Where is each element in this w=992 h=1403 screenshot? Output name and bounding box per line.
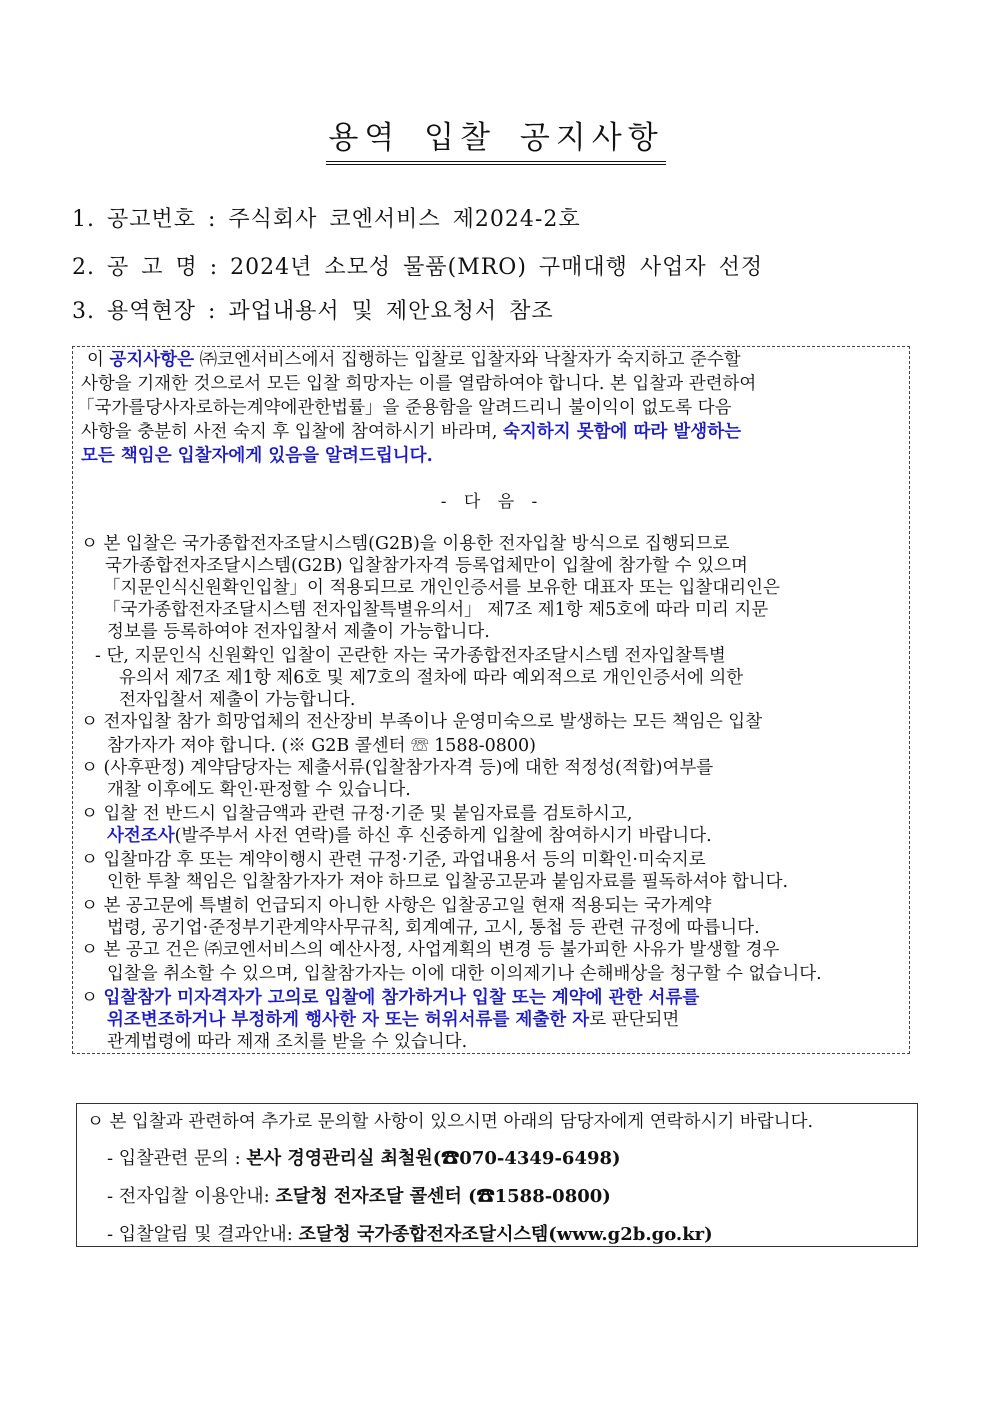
item-line: 국가종합전자조달시스템(G2B) 입찰참가자격 등록업체만이 입찰에 참가할 수 있으며	[105, 556, 748, 576]
item-line: 인한 투찰 책임은 입찰참가자가 져야 하므로 입찰공고문과 붙임자료를 필독하셔야 합니다.	[107, 872, 789, 892]
text: ㅇ	[81, 988, 104, 1008]
item-line: 정보를 등록하여야 전자입찰서 제출이 가능합니다.	[107, 622, 490, 642]
contact-value: 조달청 국가종합전자조달시스템(www.g2b.go.kr)	[298, 1224, 713, 1245]
item-line	[107, 1009, 679, 1031]
header-item-name	[72, 250, 763, 281]
text: 사항을 충분히 사전 숙지 후 입찰에 참여하시기 바라며,	[81, 422, 503, 442]
header-label: 3. 용역현장 :	[72, 299, 217, 324]
item-line: ㅇ (사후판정) 계약담당자는 제출서류(입찰참가자격 등)에 대한 적정성(적합)여부를	[81, 758, 714, 778]
contact-label: - 입찰알림 및 결과안내:	[107, 1224, 299, 1245]
page-title: 용역 입찰 공지사항	[326, 112, 665, 165]
emphasis-text: 입찰참가 미자격자가 고의로 입찰에 참가하거나 입찰 또는 계약에 관한 서류를	[103, 988, 700, 1008]
item-line: 「국가종합전자조달시스템 전자입찰특별유의서」 제7조 제1항 제5호에 따라 미리 지문	[103, 600, 769, 620]
header-value: 주식회사 코엔서비스 제2024-2호	[228, 207, 581, 232]
contact-label: - 전자입찰 이용안내:	[107, 1186, 276, 1207]
text: 이	[87, 350, 110, 370]
notice-line	[81, 421, 741, 443]
emphasis-text: 위조변조하거나 부정하게 행사한 자 또는 허위서류를 제출한 자	[107, 1010, 590, 1030]
item-line: ㅇ 전자입찰 참가 희망업체의 전산장비 부족이나 운영미숙으로 발생하는 모든 책임은 입찰	[81, 712, 763, 732]
item-line: 입찰을 취소할 수 있으며, 입찰참가자는 이에 대한 이의제기나 손해배상을 청구할 수 없습니다.	[107, 964, 822, 984]
header-item-number	[72, 202, 581, 233]
item-line: ㅇ 입찰마감 후 또는 계약이행시 관련 규정·기준, 과업내용서 등의 미확인·미숙지로	[81, 850, 706, 870]
item-line: 유의서 제7조 제1항 제6호 및 제7호의 절차에 따라 예외적으로 개인인증서에 의한	[119, 668, 744, 688]
text: ㈜코엔서비스에서 집행하는 입찰로 입찰자와 낙찰자가 숙지하고 준수할	[194, 350, 741, 370]
header-label: 1. 공고번호 :	[72, 207, 217, 232]
item-line: 참가자가 져야 합니다. (※ G2B 콜센터 ☏ 1588-0800)	[107, 736, 536, 756]
emphasis-text: 공지사항은	[109, 350, 194, 370]
contact-row	[107, 1182, 611, 1208]
item-line: - 단, 지문인식 신원확인 입찰이 곤란한 자는 국가종합전자조달시스템 전자입찰특별	[95, 646, 726, 666]
item-line: 법령, 공기업·준정부기관계약사무규칙, 회계예규, 고시, 통첩 등 관련 규정에 따릅니다.	[107, 918, 760, 938]
item-line: 관계법령에 따라 제재 조치를 받을 수 있습니다.	[107, 1032, 468, 1052]
header-label: 2. 공 고 명 :	[72, 255, 219, 280]
contact-value: 조달청 전자조달 콜센터 (☎1588-0800)	[275, 1186, 611, 1207]
item-line: ㅇ 본 공고 건은 ㈜코엔서비스의 예산사정, 사업계획의 변경 등 불가피한 사유가 발생할 경우	[81, 940, 780, 960]
item-line	[107, 825, 712, 847]
page-title-wrap	[0, 112, 992, 165]
emphasis-text: 숙지하지 못함에 따라 발생하는	[502, 422, 742, 442]
notice-line: 「국가를당사자로하는계약에관한법률」을 준용함을 알려드리니 불이익이 없도록 다음	[77, 398, 732, 418]
header-item-site	[72, 294, 554, 325]
contact-label: - 입찰관련 문의 :	[107, 1148, 247, 1169]
notice-line: 모든 책임은 입찰자에게 있음을 알려드립니다.	[81, 446, 433, 466]
item-line: ㅇ 본 입찰은 국가종합전자조달시스템(G2B)을 이용한 전자입찰 방식으로 집행되므로	[81, 534, 730, 554]
emphasis-text: 사전조사	[107, 826, 175, 846]
notice-box	[72, 346, 910, 1054]
notice-line: 사항을 기재한 것으로서 모든 입찰 희망자는 이를 열람하여야 합니다. 본 입찰과 관련하여	[81, 374, 757, 394]
item-line: 전자입찰서 제출이 가능합니다.	[119, 690, 356, 710]
item-line: 「지문인식신원확인입찰」이 적용되므로 개인인증서를 보유한 대표자 또는 입찰대리인은	[103, 578, 780, 598]
contact-row	[107, 1220, 713, 1246]
item-line: 개찰 이후에도 확인·판정할 수 있습니다.	[107, 780, 411, 800]
header-value: 2024년 소모성 물품(MRO) 구매대행 사업자 선정	[230, 255, 764, 280]
item-line: ㅇ 본 공고문에 특별히 언급되지 아니한 사항은 입찰공고일 현재 적용되는 국가계약	[81, 896, 712, 916]
contact-row	[107, 1144, 621, 1170]
contact-intro: ㅇ 본 입찰과 관련하여 추가로 문의할 사항이 있으시면 아래의 담당자에게 연락하시기 바랍니다.	[87, 1112, 814, 1132]
item-line	[81, 987, 699, 1009]
item-line: ㅇ 입찰 전 반드시 입찰금액과 관련 규정·기준 및 붙임자료를 검토하시고,	[81, 804, 633, 824]
text: (발주부서 사전 연락)를 하신 후 신중하게 입찰에 참여하시기 바랍니다.	[174, 826, 712, 846]
section-divider: - 다 음 -	[440, 492, 544, 512]
contact-value: 본사 경영관리실 최철원(☎070-4349-6498)	[246, 1148, 621, 1169]
text: 로 판단되면	[589, 1010, 680, 1030]
notice-line	[87, 349, 741, 371]
contact-box	[76, 1103, 918, 1247]
header-value: 과업내용서 및 제안요청서 참조	[228, 299, 554, 324]
